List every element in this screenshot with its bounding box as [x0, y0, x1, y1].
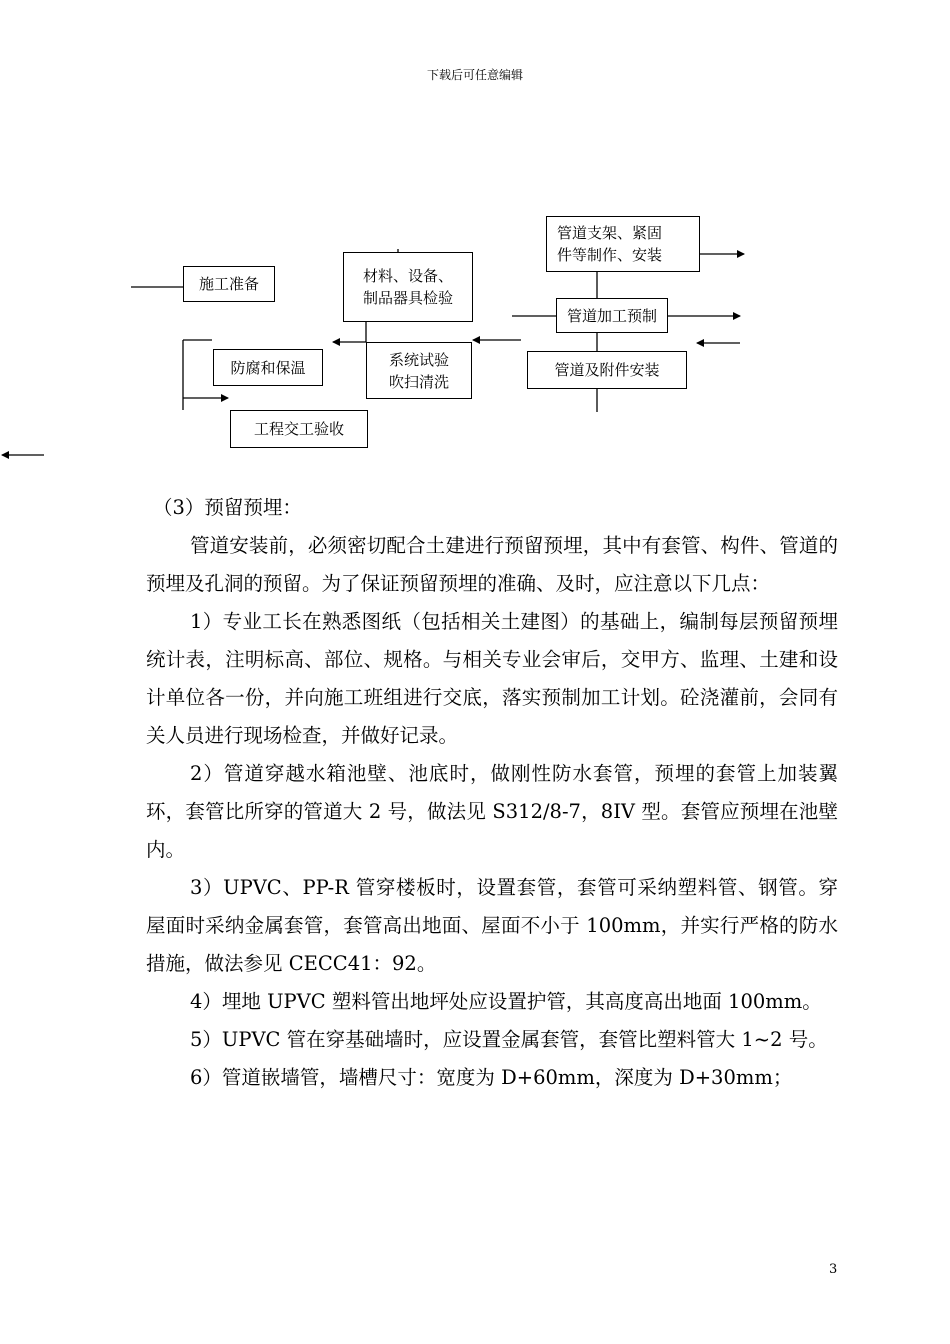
flow-box-materials: 材料、设备、 制品器具检验	[343, 252, 473, 322]
flow-box-acceptance: 工程交工验收	[230, 410, 368, 448]
paragraph: 5）UPVC 管在穿基础墙时，应设置金属套管，套管比塑料管大 1~2 号。	[190, 1028, 828, 1051]
flow-box-install: 管道及附件安装	[527, 351, 687, 389]
flow-box-prefab: 管道加工预制	[556, 298, 668, 333]
page-header: 下载后可任意编辑	[426, 68, 523, 82]
paragraph: 1）专业工长在熟悉图纸（包括相关土建图）的基础上，编制每层预留预埋统计表，注明标高、部位、规格。与相关专业会审后，交甲方、监理、土建和设计单位各一份，并向施工班组进行交底，落实预制加工计划。砼浇灌前，会同有关人员进行现场检查，并做好记录。	[146, 610, 838, 747]
flow-box-testing: 系统试验 吹扫清洗	[366, 342, 472, 399]
paragraph: 6）管道嵌墙管，墙槽尺寸：宽度为 D+60mm，深度为 D+30mm；	[190, 1066, 793, 1089]
paragraph: 3）UPVC、PP-R 管穿楼板时，设置套管，套管可采纳塑料管、钢管。穿屋面时采纳金属套管，套管高出地面、屋面不小于 100mm，并实行严格的防水措施，做法参见 CECC41：92。	[146, 876, 838, 975]
flow-box-supports: 管道支架、紧固 件等制作、安装	[546, 216, 700, 272]
body-text	[146, 489, 838, 1097]
paragraph: 2）管道穿越水箱池壁、池底时，做刚性防水套管，预埋的套管上加装翼环，套管比所穿的管道大 2 号，做法见 S312/8-7，8IV 型。套管应预埋在池壁内。	[146, 762, 838, 861]
paragraph: 管道安装前，必须密切配合土建进行预留预埋，其中有套管、构件、管道的预埋及孔洞的预留。为了保证预留预埋的准确、及时，应注意以下几点：	[146, 534, 838, 595]
section-title: （3）预留预埋：	[153, 496, 302, 519]
page-number: 3	[829, 1262, 838, 1277]
flow-box-prep: 施工准备	[183, 266, 275, 302]
paragraph: 4）埋地 UPVC 塑料管出地坪处应设置护管，其高度高出地面 100mm。	[190, 990, 822, 1013]
flow-box-corrosion: 防腐和保温	[213, 349, 323, 386]
flowchart-connectors	[0, 0, 950, 470]
